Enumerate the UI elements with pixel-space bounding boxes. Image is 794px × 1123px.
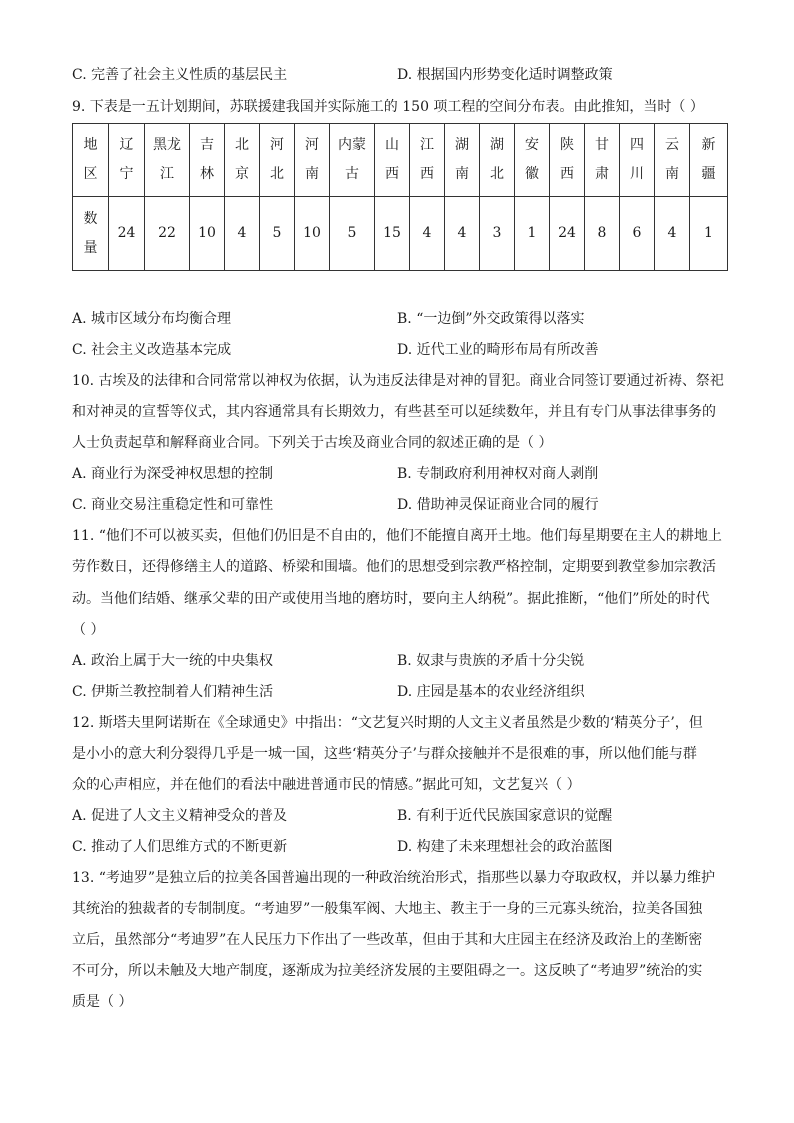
count-cell: 4	[655, 197, 690, 271]
table-count-row	[73, 197, 728, 271]
count-cell: 10	[190, 197, 225, 271]
region-cell: 湖 南	[445, 124, 480, 197]
count-cell: 6	[620, 197, 655, 271]
q11-stem-line: （ ）	[72, 622, 105, 638]
region-cell: 湖 北	[480, 124, 515, 197]
region-cell: 新 疆	[690, 124, 728, 197]
q11-option-b[interactable]: B. 奴隶与贵族的矛盾十分尖锐	[397, 653, 585, 669]
count-cell: 1	[690, 197, 728, 271]
q9-option-c[interactable]: C. 社会主义改造基本完成	[72, 342, 232, 358]
count-cell: 10	[295, 197, 330, 271]
region-cell: 甘 肃	[585, 124, 620, 197]
q10-stem-line: 人士负责起草和解释商业合同。下列关于古埃及商业合同的叙述正确的是（ ）	[72, 435, 553, 451]
count-cell: 4	[410, 197, 445, 271]
q12-option-a[interactable]: A. 促进了人文主义精神受众的普及	[72, 808, 288, 824]
q10-option-a[interactable]: A. 商业行为深受神权思想的控制	[72, 466, 274, 482]
region-cell: 河 北	[260, 124, 295, 197]
q13-stem-line: 其统治的独裁者的专制制度。“考迪罗”一般集军阀、大地主、教主于一身的三元寡头统治，拉美各国独	[72, 901, 703, 917]
q12-option-b[interactable]: B. 有利于近代民族国家意识的觉醒	[397, 808, 613, 824]
count-cell: 24	[109, 197, 145, 271]
q9-distribution-table	[72, 123, 728, 271]
q11-stem-line: 动。当他们结婚、继承父辈的田产或使用当地的磨坊时，要向主人纳税”。据此推断，“他们”所处的时代	[72, 591, 710, 607]
q10-option-b[interactable]: B. 专制政府利用神权对商人剥削	[397, 466, 599, 482]
region-cell: 四 川	[620, 124, 655, 197]
q9-option-a[interactable]: A. 城市区域分布均衡合理	[72, 311, 232, 327]
count-cell: 5	[330, 197, 375, 271]
q13-stem-line: 不可分，所以未触及大地产制度，逐渐成为拉美经济发展的主要阻碍之一。这反映了“考迪罗”统治的实	[72, 963, 703, 979]
q10-option-d[interactable]: D. 借助神灵保证商业合同的履行	[397, 497, 599, 513]
q12-stem-line: 众的心声相应，并在他们的看法中融进普通市民的情感。”据此可知，文艺复兴（ ）	[72, 777, 581, 793]
q11-option-d[interactable]: D. 庄园是基本的农业经济组织	[397, 684, 585, 700]
q12-stem-line: 是小小的意大利分裂得几乎是一城一国，这些‘精英分子’与群众接触并不是很难的事，所以他们能与群	[72, 746, 697, 762]
q9-option-b[interactable]: B. “一边倒”外交政策得以落实	[397, 311, 585, 327]
region-cell: 辽 宁	[109, 124, 145, 197]
count-cell: 15	[375, 197, 410, 271]
region-cell: 云 南	[655, 124, 690, 197]
q9-option-d[interactable]: D. 近代工业的畸形布局有所改善	[397, 342, 599, 358]
count-cell: 5	[260, 197, 295, 271]
count-header-cell: 数 量	[73, 197, 109, 271]
q12-option-d[interactable]: D. 构建了未来理想社会的政治蓝图	[397, 839, 613, 855]
q12-stem-line: 12. 斯塔夫里阿诺斯在《全球通史》中指出：“文艺复兴时期的人文主义者虽然是少数的‘精英分子’，但	[72, 715, 703, 731]
q13-stem-line: 立后，虽然部分“考迪罗”在人民压力下作出了一些改革，但由于其和大庄园主在经济及政治上的垄断密	[72, 932, 703, 948]
q11-stem-line: 劳作数日，还得修缮主人的道路、桥梁和围墙。他们的思想受到宗教严格控制，定期要到教堂参加宗教活	[72, 559, 716, 575]
q10-stem-line: 10. 古埃及的法律和合同常常以神权为依据，认为违反法律是对神的冒犯。商业合同签订要通过祈祷、祭祀	[72, 373, 724, 389]
q8-option-c[interactable]: C. 完善了社会主义性质的基层民主	[72, 67, 288, 83]
region-cell: 北 京	[225, 124, 260, 197]
region-cell: 江 西	[410, 124, 445, 197]
region-cell: 陕 西	[550, 124, 585, 197]
q13-stem-line: 13. “考迪罗”是独立后的拉美各国普遍出现的一种政治统治形式，指那些以暴力夺取政权，并以暴力维护	[72, 870, 716, 886]
region-cell: 安 徽	[515, 124, 550, 197]
q9-stem: 9. 下表是一五计划期间，苏联援建我国并实际施工的 150 项工程的空间分布表。由此推知，当时（ ）	[72, 99, 704, 115]
region-cell: 内蒙 古	[330, 124, 375, 197]
region-cell: 黑龙 江	[145, 124, 190, 197]
count-cell: 8	[585, 197, 620, 271]
region-cell: 吉 林	[190, 124, 225, 197]
count-cell: 3	[480, 197, 515, 271]
count-cell: 24	[550, 197, 585, 271]
q13-stem-line: 质是（ ）	[72, 994, 133, 1010]
region-cell: 河 南	[295, 124, 330, 197]
q11-stem-line: 11. “他们不可以被买卖，但他们仍旧是不自由的，他们不能擅自离开土地。他们每星期要在主人的耕地上	[72, 528, 722, 544]
q11-option-c[interactable]: C. 伊斯兰教控制着人们精神生活	[72, 684, 274, 700]
q10-stem-line: 和对神灵的宣誓等仪式，其内容通常具有长期效力，有些甚至可以延续数年，并且有专门从事法律事务的	[72, 404, 716, 420]
region-header-cell: 地 区	[73, 124, 109, 197]
q10-option-c[interactable]: C. 商业交易注重稳定性和可靠性	[72, 497, 274, 513]
count-cell: 4	[225, 197, 260, 271]
q8-option-d[interactable]: D. 根据国内形势变化适时调整政策	[397, 67, 613, 83]
count-cell: 1	[515, 197, 550, 271]
table-header-row	[73, 124, 728, 197]
region-cell: 山 西	[375, 124, 410, 197]
q11-option-a[interactable]: A. 政治上属于大一统的中央集权	[72, 653, 274, 669]
q12-option-c[interactable]: C. 推动了人们思维方式的不断更新	[72, 839, 288, 855]
count-cell: 22	[145, 197, 190, 271]
count-cell: 4	[445, 197, 480, 271]
